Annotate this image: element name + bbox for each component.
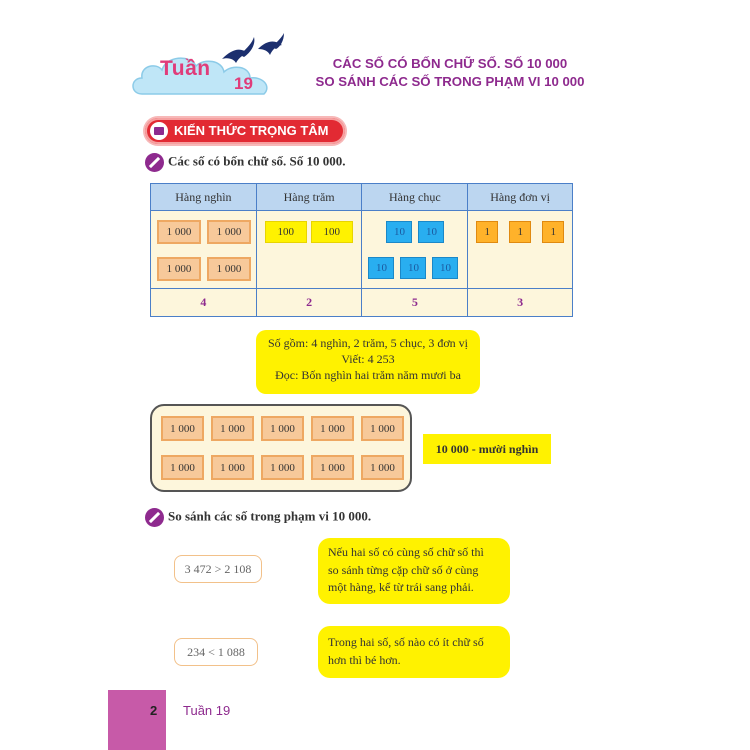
table-count-row <box>151 289 573 317</box>
pencil-icon <box>145 153 164 172</box>
page-color-tab <box>108 690 166 750</box>
section-banner <box>145 118 345 144</box>
week-word: Tuần <box>160 57 211 80</box>
subheading-compare <box>145 508 371 527</box>
place-value-table <box>150 183 573 317</box>
thousand-block: 1 000 <box>157 257 201 281</box>
ten-block: 10 <box>400 257 426 279</box>
number-info-box <box>256 330 480 394</box>
thousand-block: 1 000 <box>361 455 404 480</box>
footer-week-label: Tuần 19 <box>183 703 231 718</box>
header-hundreds: Hàng trăm <box>256 184 362 211</box>
thousand-block: 1 000 <box>161 455 204 480</box>
page-number: 2 <box>150 703 158 718</box>
header-units: Hàng đơn vị <box>468 184 573 211</box>
note-line: Nếu hai số có cùng số chữ số thì <box>328 545 484 559</box>
unit-block: 1 <box>542 221 564 243</box>
hundreds-cell <box>256 211 362 289</box>
ten-block: 10 <box>432 257 458 279</box>
thousand-block: 1 000 <box>157 220 201 244</box>
info-composition: Số gồm: 4 nghìn, 2 trăm, 5 chục, 3 đơn vị <box>268 336 468 350</box>
rule-note-2 <box>318 626 510 678</box>
comparison-example-2: 234 < 1 088 <box>174 638 258 666</box>
ten-block: 10 <box>386 221 412 243</box>
thousand-block: 1 000 <box>261 455 304 480</box>
thousand-block: 1 000 <box>207 257 251 281</box>
ten-thousand-label: 10 000 - mười nghìn <box>423 434 551 464</box>
note-line: hơn thì bé hơn. <box>328 652 401 667</box>
units-cell <box>468 211 573 289</box>
thousand-block: 1 000 <box>161 416 204 441</box>
title-line-1: CÁC SỐ CÓ BỐN CHỮ SỐ. SỐ 10 000 <box>332 56 568 71</box>
hundred-block: 100 <box>265 221 307 243</box>
title-line-2: SO SÁNH CÁC SỐ TRONG PHẠM VI 10 000 <box>315 74 585 89</box>
header-tens: Hàng chục <box>362 184 468 211</box>
table-header-row <box>151 184 573 211</box>
thousand-block: 1 000 <box>311 416 354 441</box>
comparison-example-1: 3 472 > 2 108 <box>174 555 262 583</box>
thousand-block: 1 000 <box>361 416 404 441</box>
hundred-block: 100 <box>311 221 353 243</box>
count-units: 3 <box>468 289 573 317</box>
info-written: Viết: 4 253 <box>341 352 395 366</box>
pencil-icon <box>145 508 164 527</box>
thousand-block: 1 000 <box>211 455 254 480</box>
thousand-block: 1 000 <box>311 455 354 480</box>
unit-block: 1 <box>476 221 498 243</box>
count-hundreds: 2 <box>256 289 362 317</box>
ten-block: 10 <box>368 257 394 279</box>
note-line: một hàng, kể từ trái sang phải. <box>328 580 474 594</box>
count-tens: 5 <box>362 289 468 317</box>
info-read: Đọc: Bốn nghìn hai trăm năm mươi ba <box>275 368 461 382</box>
book-icon <box>150 122 168 140</box>
ten-thousand-group <box>150 404 412 492</box>
subheading-text: Các số có bốn chữ số. Số 10 000. <box>168 153 346 169</box>
lesson-title <box>290 55 610 91</box>
subheading-four-digit <box>145 153 346 172</box>
unit-block: 1 <box>509 221 531 243</box>
subheading-text: So sánh các số trong phạm vi 10 000. <box>168 508 372 524</box>
rule-note-1 <box>318 538 510 604</box>
thousand-block: 1 000 <box>211 416 254 441</box>
thousand-block: 1 000 <box>207 220 251 244</box>
count-thousands: 4 <box>151 289 257 317</box>
week-number: 19 <box>234 74 253 93</box>
tens-cell <box>362 211 468 289</box>
swallow-birds-icon <box>218 33 288 67</box>
table-blocks-row <box>151 211 573 289</box>
ten-block: 10 <box>418 221 444 243</box>
banner-text: KIẾN THỨC TRỌNG TÂM <box>174 123 329 138</box>
note-line: Trong hai số, số nào có ít chữ số <box>328 635 484 649</box>
thousands-cell <box>151 211 257 289</box>
note-line: so sánh từng cặp chữ số ở cùng <box>328 562 479 577</box>
header-thousands: Hàng nghìn <box>151 184 257 211</box>
thousand-block: 1 000 <box>261 416 304 441</box>
